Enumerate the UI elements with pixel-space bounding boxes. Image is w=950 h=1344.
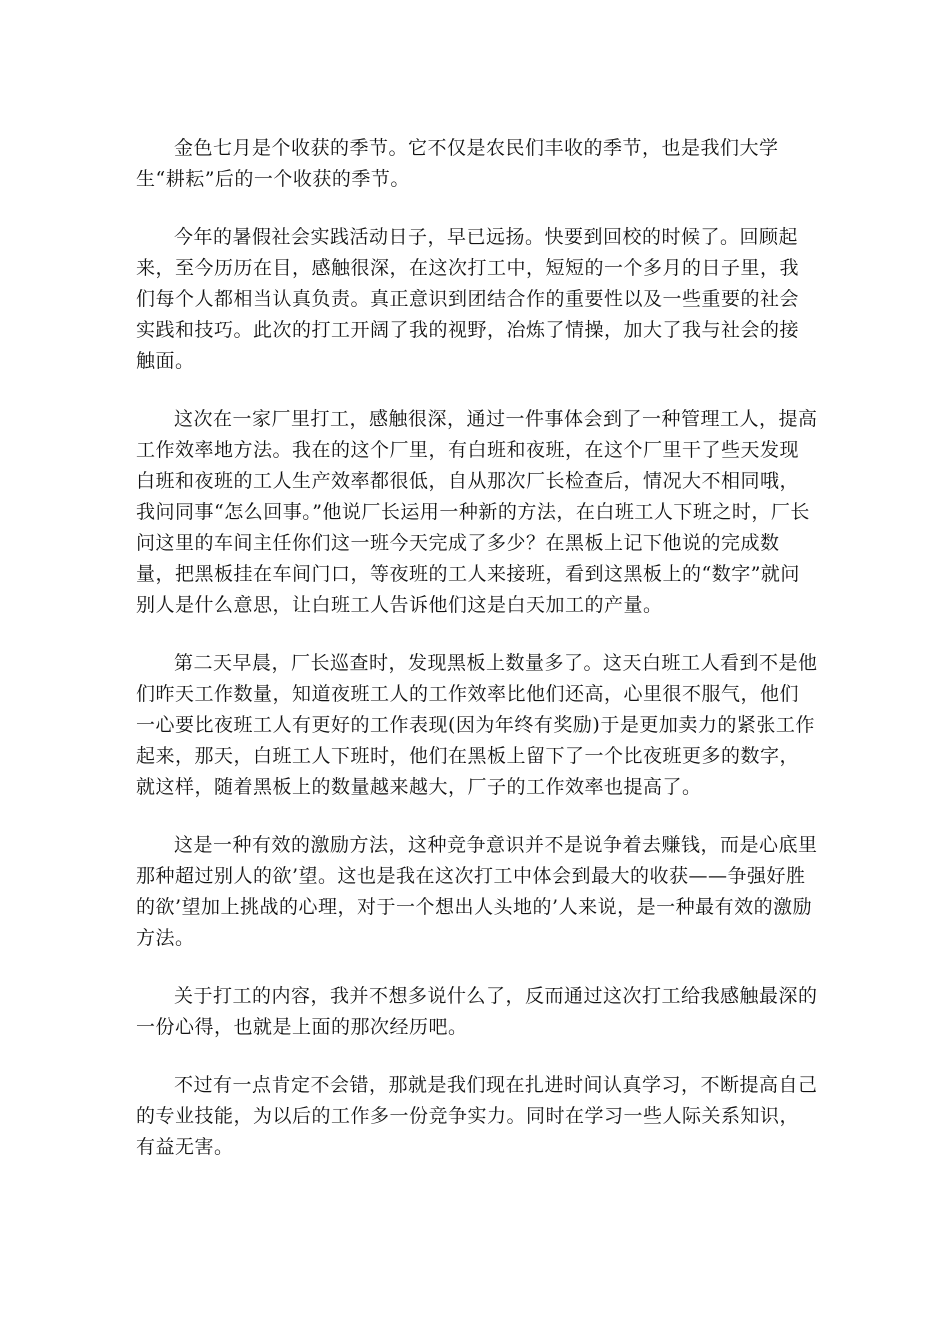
paragraph-1: 金色七月是个收获的季节。它不仅是农民们丰收的季节，也是我们大学生“耕耘”后的一个收获的季节。 (136, 137, 779, 190)
paragraph-4: 第二天早晨，厂长巡查时，发现黑板上数量多了。这天白班工人看到不是他们昨天工作数量，知道夜班工人的工作效率比他们还高，心里很不服气，他们一心要比夜班工人有更好的工作表现(因为年终有奖励)于是更加卖力的紧张工作起来，那天，白班工人下班时，他们在黑板上留下了一个比夜班更多的数字，就这样，随着黑板上的数量越来越大，厂子的工作效率也提高了。 (136, 652, 818, 798)
paragraph-5: 这是一种有效的激励方法，这种竞争意识并不是说争着去赚钱，而是心底里那种超过别人的欲’望。这也是我在这次打工中体会到最大的收获——争强好胜的欲’望加上挑战的心理，对于一个想出人头地的’人来说，是一种最有效的激励方法。 (136, 834, 818, 949)
paragraph-2: 今年的暑假社会实践活动日子，早已远扬。快要到回校的时候了。回顾起来，至今历历在目，感触很深，在这次打工中，短短的一个多月的日子里，我们每个人都相当认真负责。真正意识到团结合作的重要性以及一些重要的社会实践和技巧。此次的打工开阔了我的视野，冶炼了情操，加大了我与社会的接触面。 (136, 226, 800, 372)
document-body (136, 133, 818, 1190)
paragraph-6: 关于打工的内容，我并不想多说什么了，反而通过这次打工给我感触最深的一份心得，也就是上面的那次经历吧。 (136, 985, 818, 1038)
paragraph-3: 这次在一家厂里打工，感触很深，通过一件事体会到了一种管理工人，提高工作效率地方法。我在的这个厂里，有白班和夜班，在这个厂里干了些天发现白班和夜班的工人生产效率都很低，自从那次厂长检查后，情况大不相同哦，我问同事“怎么回事。”他说厂长运用一种新的方法，在白班工人下班之时，厂长问这里的车间主任你们这一班今天完成了多少？在黑板上记下他说的完成数量，把黑板挂在车间门口，等夜班的工人来接班，看到这黑板上的“数字”就问别人是什么意思，让白班工人告诉他们这是白天加工的产量。 (136, 408, 818, 616)
paragraph-7: 不过有一点肯定不会错，那就是我们现在扎进时间认真学习，不断提高自己的专业技能，为以后的工作多一份竞争实力。同时在学习一些人际关系知识，有益无害。 (136, 1074, 818, 1158)
